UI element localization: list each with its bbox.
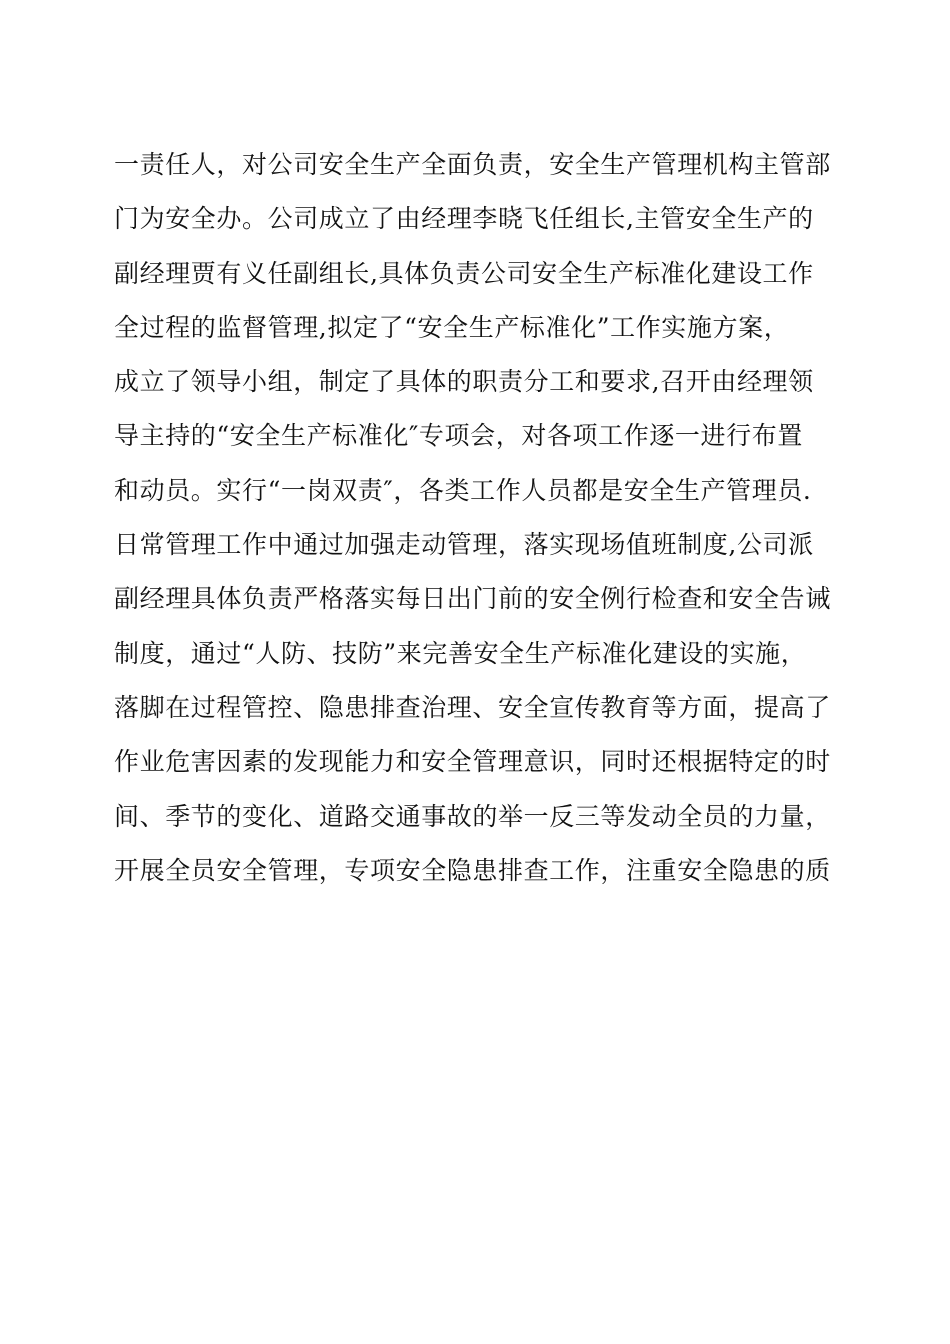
text-line: 落脚在过程管控、隐患排查治理、安全宣传教育等方面，提高了 [114, 692, 831, 722]
text-line: 副经理贾有义任副组长,具体负责公司安全生产标准化建设工作 [114, 258, 814, 288]
text-line: 开展全员安全管理，专项安全隐患排查工作，注重安全隐患的质 [114, 855, 831, 885]
text-line: 和动员。实行“一岗双责″，各类工作人员都是安全生产管理员. [114, 475, 812, 505]
text-line: 副经理具体负责严格落实每日出门前的安全例行检查和安全告诫 [114, 584, 831, 614]
text-line: 门为安全办。公司成立了由经理李晓飞任组长,主管安全生产的 [114, 204, 814, 234]
text-line: 作业危害因素的发现能力和安全管理意识，同时还根据特定的时 [114, 747, 831, 777]
text-line: 间、季节的变化、道路交通事故的举一反三等发动全员的力量， [114, 801, 831, 831]
body-text [114, 138, 844, 898]
text-line: 导主持的“安全生产标准化″专项会，对各项工作逐一进行布置 [114, 421, 803, 451]
text-line: 一责任人，对公司安全生产全面负责，安全生产管理机构主管部 [114, 150, 831, 179]
text-line: 成立了领导小组，制定了具体的职责分工和要求,召开由经理领 [114, 367, 814, 397]
text-line: 制度，通过“人防、技防”来完善安全生产标准化建设的实施， [114, 638, 807, 668]
text-line: 全过程的监督管理,拟定了“安全生产标准化”工作实施方案， [114, 312, 790, 342]
text-line: 日常管理工作中通过加强走动管理，落实现场值班制度,公司派 [114, 530, 814, 560]
